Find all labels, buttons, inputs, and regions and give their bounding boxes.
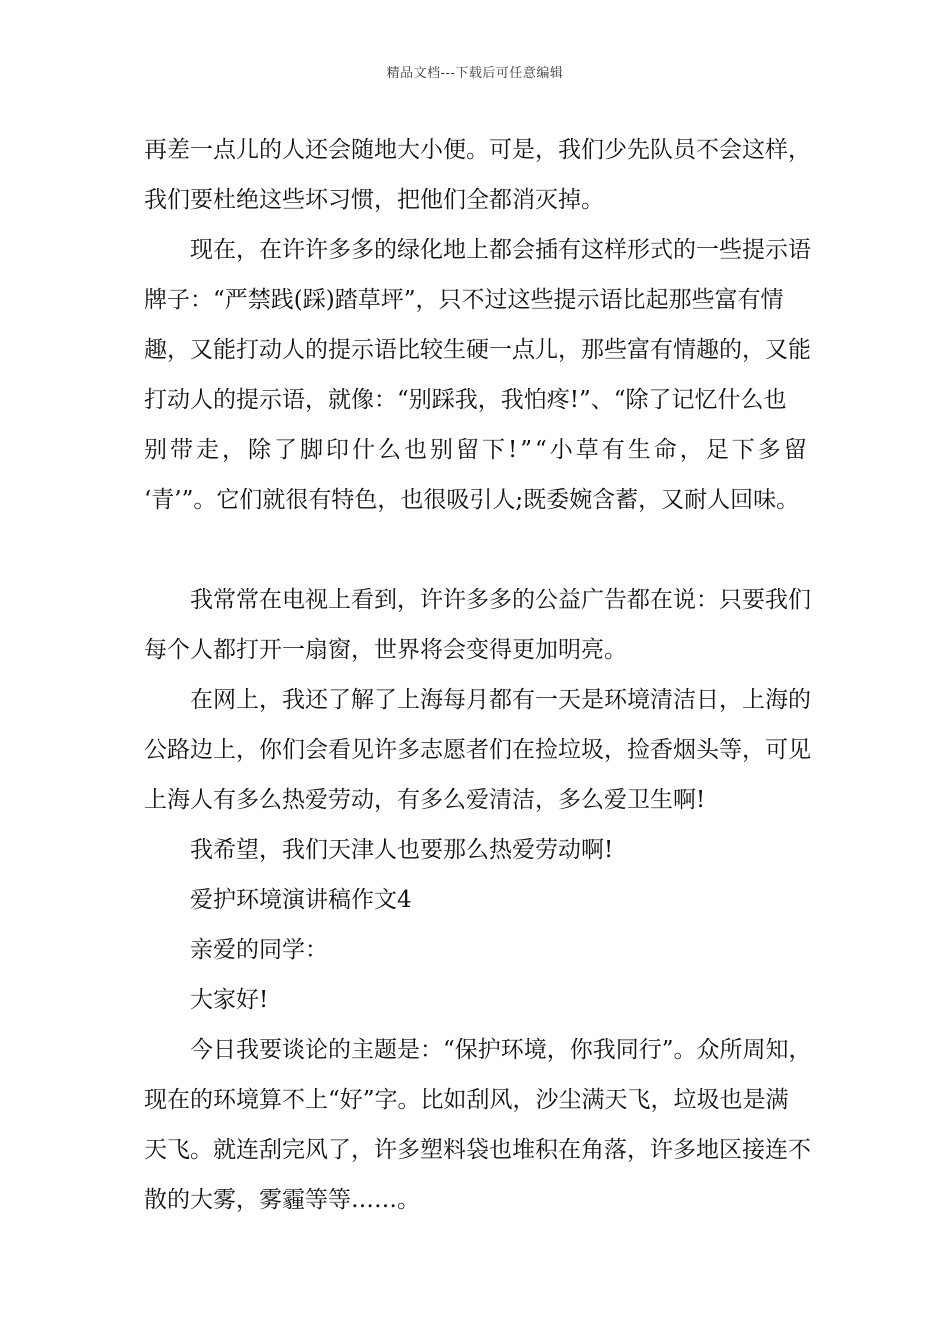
paragraph-start: 我常常在电视上看到，许许多多的公益广告都在说：只要我们 (190, 587, 811, 613)
salutation: 亲爱的同学： (190, 937, 328, 963)
text-line: 上海人有多么热爱劳动，有多么爱清洁，多么爱卫生啊! (144, 787, 706, 813)
text-line: 牌子：“严禁践(踩)踏草坪”，只不过这些提示语比起那些富有情 (144, 287, 784, 313)
text-line: 我们要杜绝这些坏习惯，把他们全都消灭掉。 (144, 187, 604, 213)
text-line: 公路边上，你们会看见许多志愿者们在捡垃圾，捡香烟头等，可见 (144, 737, 811, 763)
text-line: 趣，又能打动人的提示语比较生硬一点儿，那些富有情趣的，又能 (144, 337, 811, 363)
section-title: 爱护环境演讲稿作文4 (190, 887, 412, 913)
paragraph-start: 今日我要谈论的主题是：“保护环境，你我同行”。众所周知， (190, 1037, 812, 1063)
paragraph-start: 在网上，我还了解了上海每月都有一天是环境清洁日，上海的 (190, 687, 811, 713)
text-line: 天飞。就连刮完风了，许多塑料袋也堆积在角落，许多地区接连不 (144, 1137, 811, 1163)
text-line: 散的大雾，雾霾等等……。 (144, 1187, 420, 1213)
text-line: 每个人都打开一扇窗，世界将会变得更加明亮。 (144, 637, 627, 663)
paragraph-start: 我希望，我们天津人也要那么热爱劳动啊! (190, 837, 614, 863)
greeting: 大家好! (190, 987, 269, 1013)
paragraph-start: 现在，在许许多多的绿化地上都会插有这样形式的一些提示语 (190, 237, 811, 263)
blank-line (144, 525, 824, 575)
document-body (144, 125, 824, 1225)
page-header: 精品文档---下载后可任意编辑 (386, 66, 564, 81)
text-line: 打动人的提示语，就像：“别踩我，我怕疼!”、“除了记忆什么也 (144, 387, 787, 413)
text-line: 现在的环境算不上“好”字。比如刮风，沙尘满天飞，垃圾也是满 (144, 1087, 789, 1113)
text-line: 再差一点儿的人还会随地大小便。可是，我们少先队员不会这样， (144, 137, 811, 163)
text-line: ‘青’”。它们就很有特色，也很吸引人;既委婉含蓄，又耐人回味。 (144, 487, 800, 513)
text-line: 别带走，除了脚印什么也别留下!”“小草有生命，足下多留 (144, 437, 810, 463)
